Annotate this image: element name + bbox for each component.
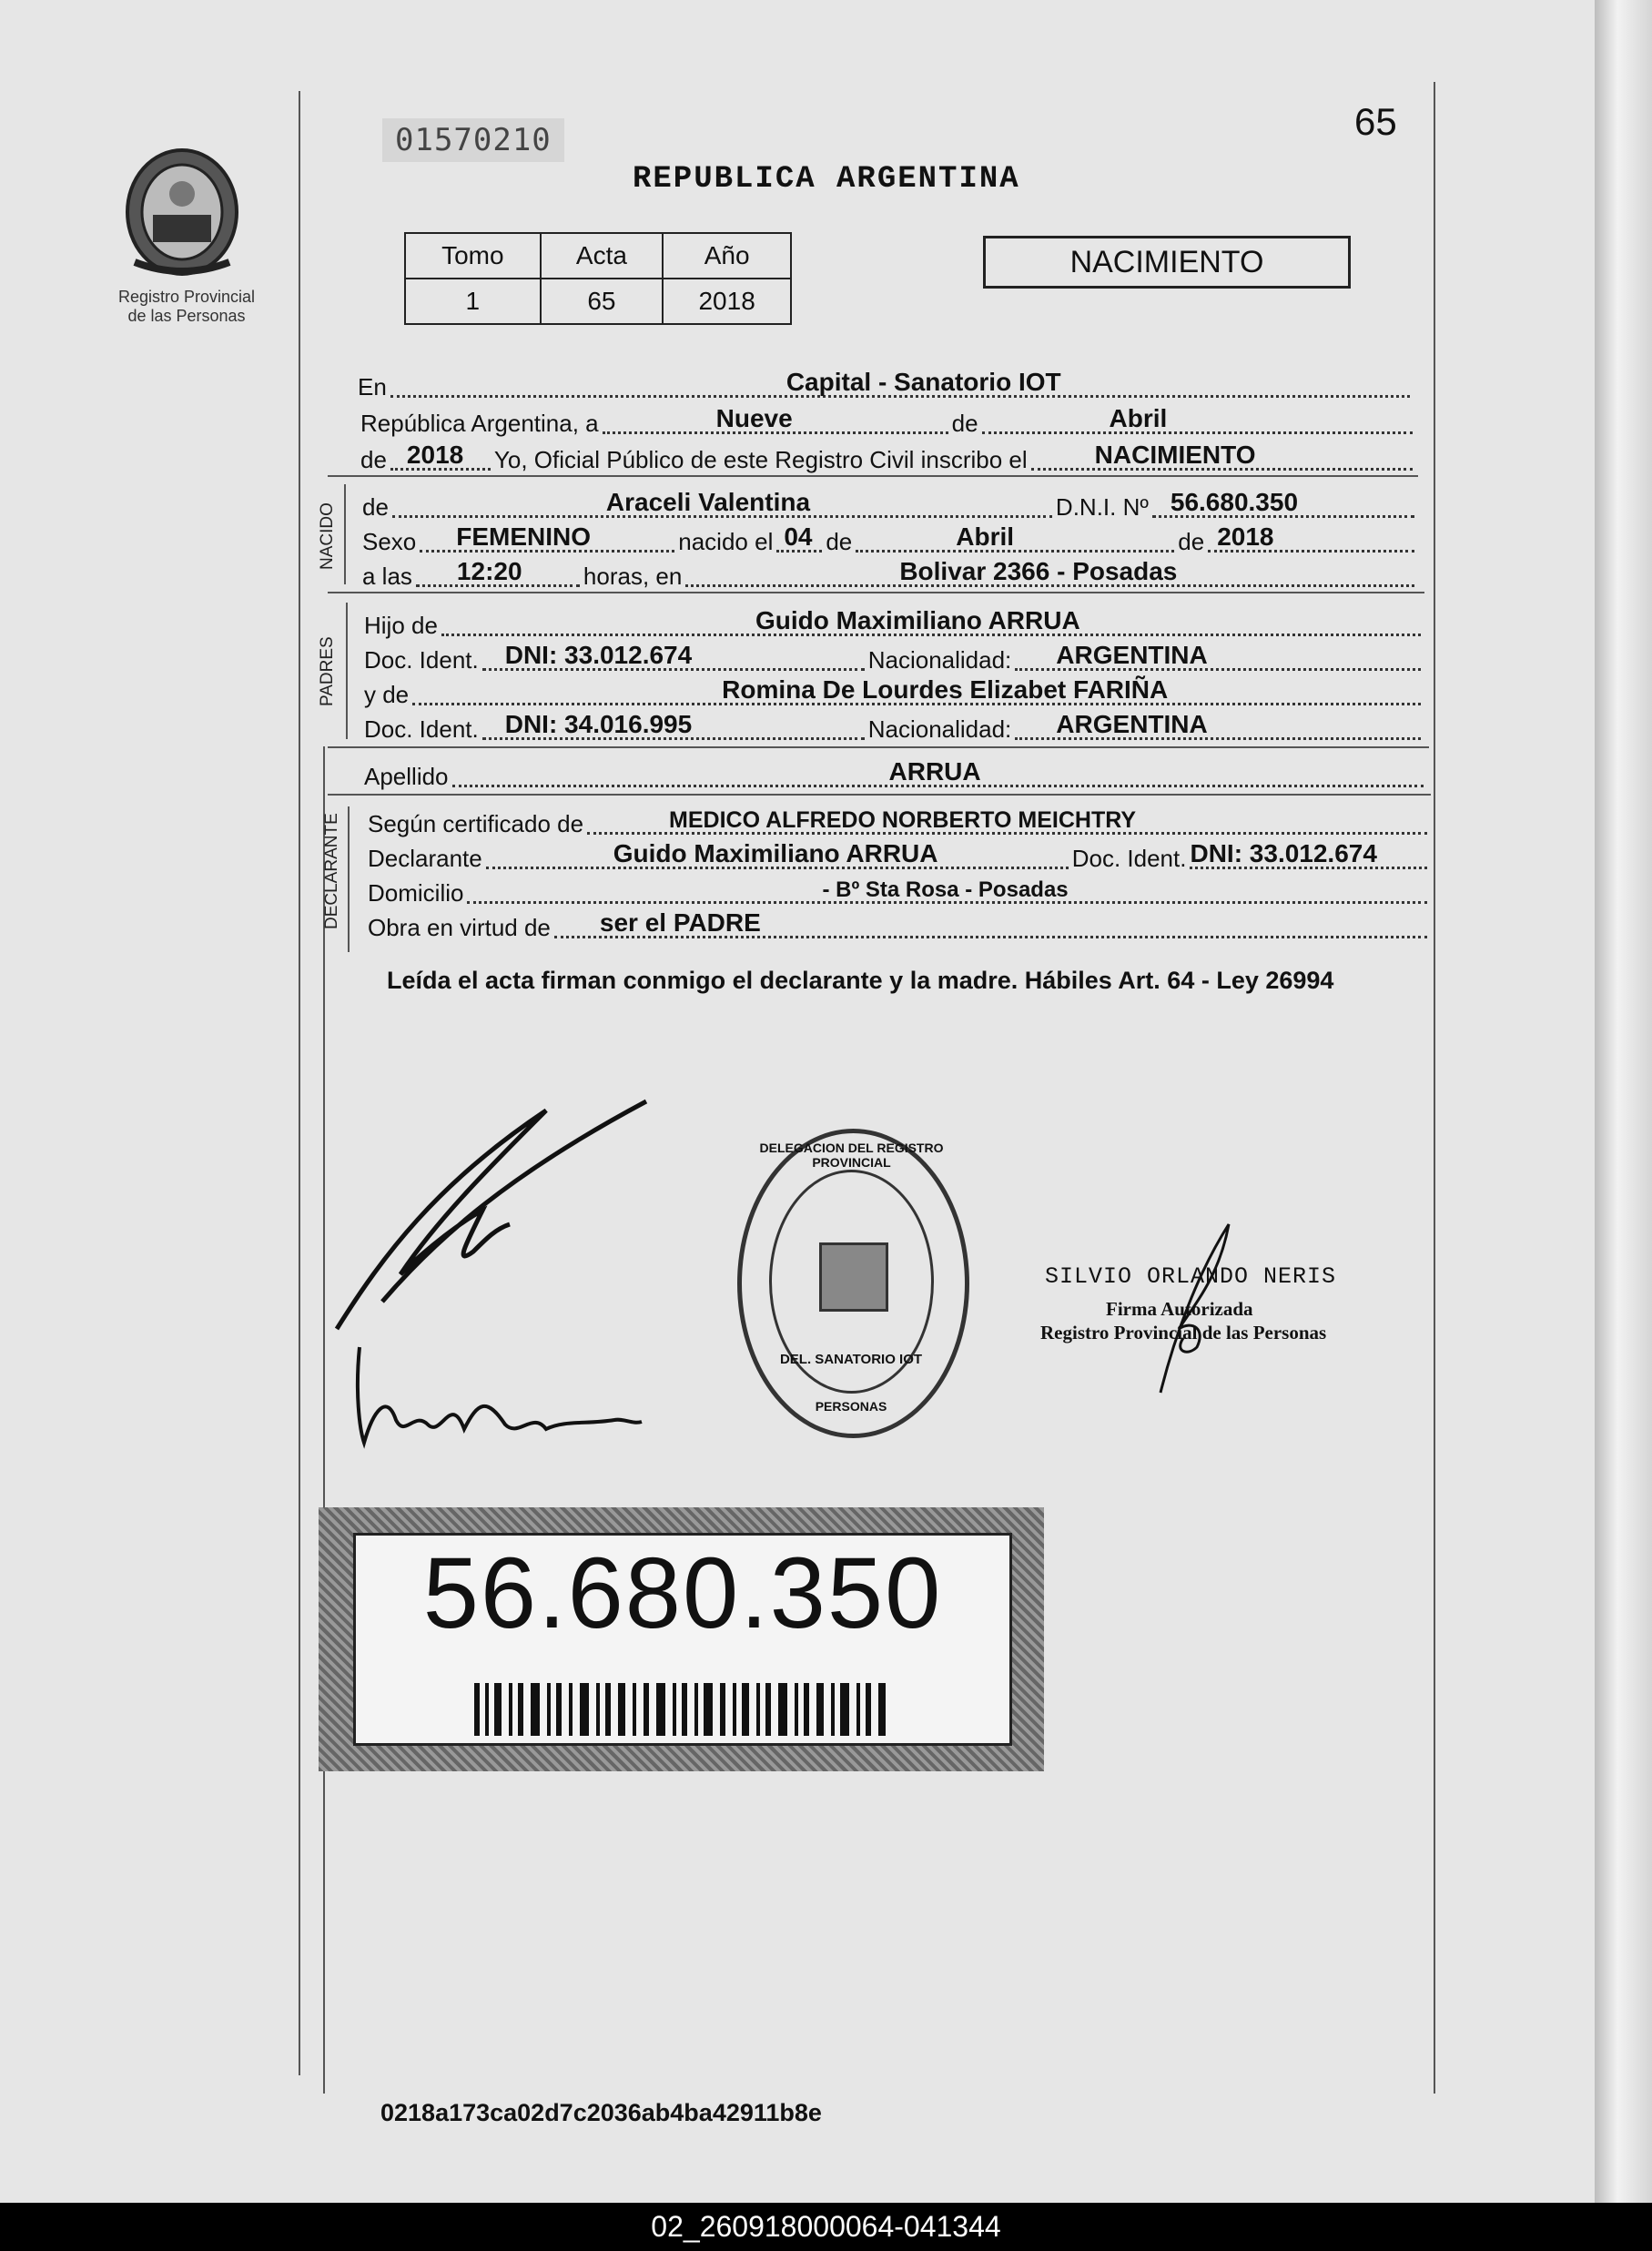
father-doc-label: Doc. Ident.	[364, 646, 479, 674]
dotted-line	[420, 522, 674, 553]
province-seal-logo	[117, 144, 248, 280]
certificado-value: MEDICO ALFREDO NORBERTO MEICHTRY	[669, 807, 1137, 833]
seal-inner-text: DEL. SANATORIO IOT	[779, 1352, 923, 1367]
nacido-section-bar	[344, 484, 346, 584]
row-domicilio	[368, 877, 1431, 909]
dotted-line	[486, 839, 1069, 869]
seal-outer-text: DELEGACION DEL REGISTRO PROVINCIAL	[759, 1141, 944, 1170]
barcode-number: 56.680.350	[422, 1537, 943, 1649]
day-value: Nueve	[715, 404, 793, 432]
seal-side-text: PERSONAS	[815, 1399, 887, 1414]
dotted-line	[1208, 522, 1414, 553]
value-anio: 2018	[663, 279, 791, 324]
republica-label: República Argentina, a	[360, 410, 599, 437]
certificado-label: Según certificado de	[368, 810, 584, 837]
en-label: En	[358, 373, 387, 401]
inner-margin-line	[323, 746, 325, 2094]
de2-label: de	[360, 446, 387, 473]
register-table-header-row	[405, 233, 791, 279]
closing-statement: Leída el acta firman conmigo el declarante y la madre. Hábiles Art. 64 - Ley 26994	[387, 967, 1334, 994]
row-apellido	[364, 757, 1427, 793]
dotted-line	[776, 522, 822, 553]
sexo-value: FEMENINO	[456, 522, 592, 551]
logo-caption-line2: de las Personas	[127, 307, 246, 325]
dotted-line	[441, 606, 1421, 636]
birth-time: 12:20	[456, 557, 522, 585]
register-table-value-row	[405, 279, 791, 324]
row-inscribo	[360, 441, 1416, 476]
dotted-line	[390, 441, 491, 471]
right-margin-line	[1434, 82, 1435, 2094]
row-nacido-time	[362, 557, 1418, 593]
horas-label: horas, en	[583, 563, 683, 590]
serial-number: 01570210	[382, 118, 564, 162]
mother-doc-label: Doc. Ident.	[364, 715, 479, 743]
row-certificado	[368, 808, 1431, 840]
header-anio: Año	[663, 233, 791, 279]
dotted-line	[685, 557, 1414, 587]
footer-id-bar: 02_260918000064-041344	[0, 2203, 1652, 2251]
official-office: Registro Provincial de las Personas	[1040, 1322, 1327, 1344]
nacido-de-label: de	[362, 493, 389, 521]
header-acta: Acta	[541, 233, 664, 279]
birth-month: Abril	[956, 522, 1015, 551]
official-title: Firma Autorizada	[1106, 1298, 1253, 1320]
de-label-3: de	[1178, 528, 1205, 555]
barcode-bars	[474, 1683, 893, 1736]
row-mother-doc	[364, 710, 1424, 745]
row-father	[364, 606, 1424, 642]
dotted-line	[587, 808, 1427, 835]
father-nationality: ARGENTINA	[1056, 641, 1208, 669]
dni-label: D.N.I. Nº	[1055, 493, 1149, 521]
dotted-line	[1152, 488, 1414, 518]
apellido-value: ARRUA	[888, 757, 981, 786]
row-mother	[364, 675, 1424, 711]
row-nacido-sex	[362, 522, 1418, 558]
row-obra	[368, 908, 1431, 944]
section-divider	[328, 475, 1418, 477]
declarante-label: Declarante	[368, 845, 482, 872]
newborn-dni: 56.680.350	[1170, 488, 1299, 516]
section-divider	[328, 794, 1431, 796]
official-name: SILVIO ORLANDO NERIS	[1045, 1263, 1337, 1290]
father-name: Guido Maximiliano ARRUA	[755, 606, 1080, 634]
dotted-line	[452, 757, 1424, 787]
place-value: Capital - Sanatorio IOT	[785, 368, 1061, 396]
hijo-de-label: Hijo de	[364, 612, 438, 639]
dotted-line	[390, 368, 1410, 398]
dotted-line	[482, 710, 865, 740]
dotted-line	[554, 908, 1427, 938]
mother-doc-value: DNI: 34.016.995	[504, 710, 693, 738]
mother-nat-label: Nacionalidad:	[867, 715, 1012, 743]
mother-nationality: ARGENTINA	[1056, 710, 1208, 738]
row-en	[358, 368, 1414, 403]
padres-section-bar	[346, 603, 348, 739]
sexo-label: Sexo	[362, 528, 417, 555]
province-seal-icon	[117, 144, 248, 280]
row-declarante	[368, 839, 1431, 875]
newborn-name: Araceli Valentina	[605, 488, 811, 516]
declarante-section-bar	[348, 806, 350, 952]
dotted-line	[392, 488, 1052, 518]
seal-emblem-icon	[819, 1242, 888, 1312]
obra-value: ser el PADRE	[599, 908, 761, 937]
domicilio-label: Domicilio	[368, 879, 464, 907]
dotted-line	[603, 404, 948, 434]
mother-name: Romina De Lourdes Elizabet FARIÑA	[722, 675, 1169, 704]
year-value: 2018	[406, 441, 464, 469]
dotted-line	[416, 557, 580, 587]
value-tomo: 1	[405, 279, 541, 324]
de-label: de	[951, 410, 978, 437]
mother-signature	[350, 1338, 651, 1456]
logo-caption	[91, 288, 282, 326]
dotted-line	[482, 641, 865, 671]
logo-caption-line1: Registro Provincial	[117, 288, 256, 306]
left-margin-line	[299, 91, 300, 2075]
section-label-nacido: NACIDO	[318, 502, 337, 570]
declarante-doc-label: Doc. Ident.	[1071, 845, 1187, 872]
declarante-doc-value: DNI: 33.012.674	[1190, 839, 1377, 867]
barcode-security-frame	[319, 1507, 1044, 1771]
act-type-box: NACIMIENTO	[983, 236, 1351, 289]
row-father-doc	[364, 641, 1424, 676]
dotted-line	[1015, 641, 1421, 671]
de-label-2: de	[826, 528, 853, 555]
dotted-line	[856, 522, 1174, 553]
country-title: REPUBLICA ARGENTINA	[633, 162, 1020, 197]
page-edge-shadow	[1595, 0, 1652, 2203]
barcode-panel	[353, 1533, 1012, 1746]
father-doc-value: DNI: 33.012.674	[504, 641, 693, 669]
dotted-line	[982, 404, 1413, 434]
birth-place: Bolivar 2366 - Posadas	[899, 557, 1178, 585]
birth-day: 04	[784, 522, 813, 551]
nacido-el-label: nacido el	[678, 528, 774, 555]
month-value: Abril	[1109, 404, 1168, 432]
official-seal	[737, 1129, 969, 1438]
dotted-line	[1015, 710, 1421, 740]
domicilio-value: - Bº Sta Rosa - Posadas	[822, 877, 1069, 902]
inscribo-value: NACIMIENTO	[1094, 441, 1256, 469]
dotted-line	[412, 675, 1421, 705]
section-divider	[328, 746, 1429, 748]
row-republica	[360, 404, 1416, 440]
birth-year: 2018	[1217, 522, 1274, 551]
dotted-line	[1031, 441, 1413, 471]
inscribo-label: Yo, Oficial Público de este Registro Civil inscribo el	[493, 446, 1028, 473]
declarante-name: Guido Maximiliano ARRUA	[613, 839, 938, 867]
document-hash: 0218a173ca02d7c2036ab4ba42911b8e	[380, 2099, 822, 2126]
value-acta: 65	[541, 279, 664, 324]
dotted-line	[1190, 839, 1427, 869]
declarant-signature	[328, 1092, 664, 1347]
page-number: 65	[1354, 100, 1397, 143]
header-tomo: Tomo	[405, 233, 541, 279]
official-signature	[1142, 1220, 1242, 1402]
apellido-label: Apellido	[364, 763, 449, 790]
dotted-line	[467, 877, 1427, 904]
register-table	[404, 232, 792, 325]
father-nat-label: Nacionalidad:	[867, 646, 1012, 674]
section-divider	[328, 592, 1424, 593]
section-label-padres: PADRES	[318, 636, 337, 706]
row-nacido-name	[362, 488, 1418, 523]
obra-label: Obra en virtud de	[368, 914, 551, 941]
section-label-declarante: DECLARANTE	[322, 813, 341, 929]
y-de-label: y de	[364, 681, 410, 708]
a-las-label: a las	[362, 563, 412, 590]
